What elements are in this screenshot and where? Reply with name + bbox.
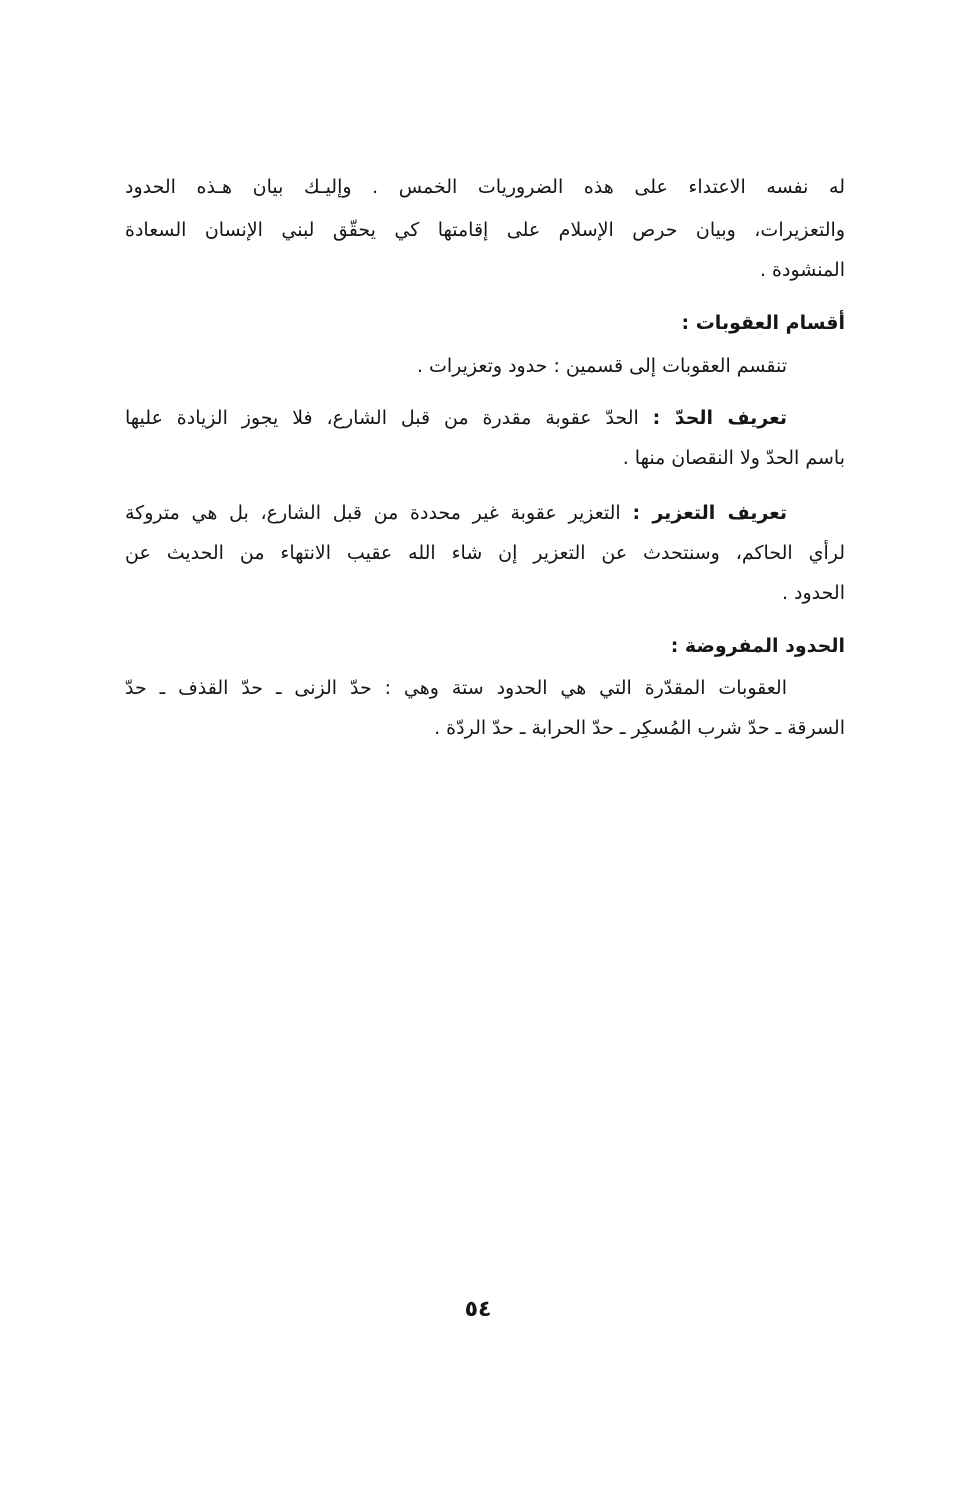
intro-line-1: له نفسه الاعتداء على هذه الضروريات الخمس . وإليـك بيان هـذه الحدود <box>125 176 845 198</box>
prescribed-line-1: العقوبات المقدّرة التي هي الحدود ستة وهي : حدّ الزنى ـ حدّ القذف ـ حدّ <box>125 677 787 699</box>
prescribed-line-2: السرقة ـ حدّ شرب المُسكِر ـ حدّ الحرابة ـ حدّ الردّة . <box>434 717 845 739</box>
intro-line-3: المنشودة . <box>759 259 845 281</box>
tazir-definition-line-2: لرأي الحاكم، وسنتحدث عن التعزير إن شاء الله عقيب الانتهاء من الحديث عن <box>125 542 845 564</box>
hadd-definition-term: تعريف الحدّ : <box>652 407 787 429</box>
heading-penalty-types: أقسام العقوبات : <box>681 312 845 334</box>
tazir-definition-line-1 <box>125 493 845 533</box>
penalty-types-line: تنقسم العقوبات إلى قسمين : حدود وتعزيرات . <box>416 355 787 377</box>
intro-line-2: والتعزيرات، وبيان حرص الإسلام على إقامتها كي يحقّق لبني الإنسان السعادة <box>125 219 845 241</box>
heading-prescribed-punishments: الحدود المفروضة : <box>670 635 845 657</box>
hadd-definition-line-2: باسم الحدّ ولا النقصان منها . <box>622 447 845 469</box>
tazir-definition-text-1: التعزير عقوبة غير محددة من قبل الشارع، بل هي متروكة <box>125 502 621 524</box>
page-number: ٥٤ <box>464 1297 492 1322</box>
tazir-definition-term: تعريف التعزير : <box>632 502 788 524</box>
tazir-definition-line-3: الحدود . <box>781 582 845 604</box>
hadd-definition-line-1 <box>125 398 845 438</box>
hadd-definition-text-1: الحدّ عقوبة مقدرة من قبل الشارع، فلا يجوز الزيادة عليها <box>125 407 639 429</box>
